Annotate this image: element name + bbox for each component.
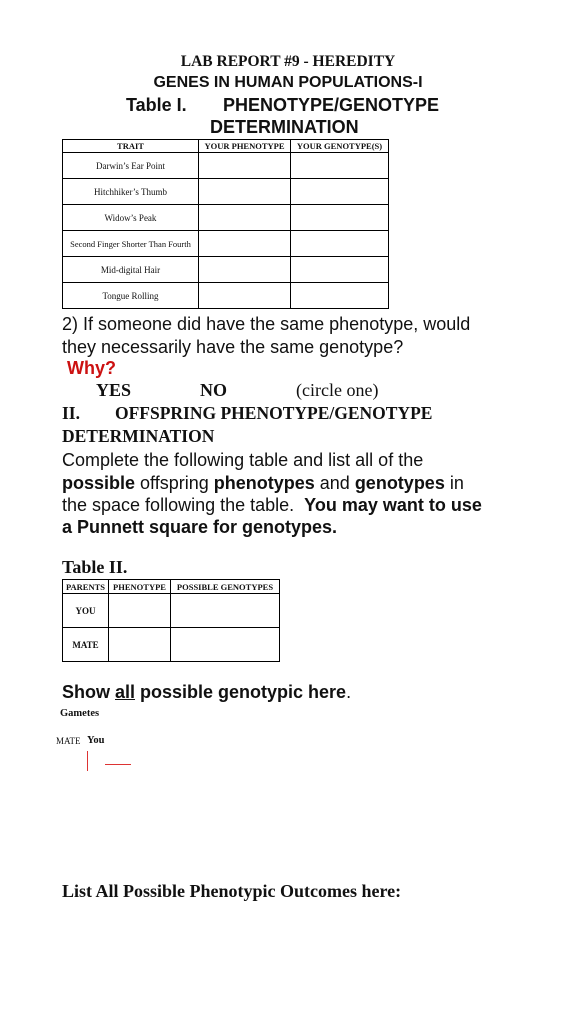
phenotype-cell[interactable] [199, 257, 291, 283]
circle-one-hint: (circle one) [296, 380, 379, 400]
genotype-cell[interactable] [291, 231, 389, 257]
answer-yes[interactable]: YES [96, 380, 132, 400]
gametes-label: Gametes [60, 708, 100, 719]
trait-cell: Hitchhiker’s Thumb [63, 179, 199, 205]
table-row [63, 179, 389, 205]
genotypes-emph: genotypes [354, 473, 445, 493]
genotype-cell[interactable] [291, 283, 389, 309]
all-emph: all [115, 682, 136, 702]
question-2-line2: they necessarily have the same genotype? [62, 337, 404, 357]
answer-no[interactable]: NO [200, 380, 227, 400]
genotypes-cell[interactable] [171, 628, 280, 662]
col-genotypes-header: POSSIBLE GENOTYPES [171, 580, 280, 594]
table-row [63, 628, 280, 662]
mate-label: MATE [56, 736, 81, 746]
table-row [63, 283, 389, 309]
phenotype-cell[interactable] [109, 594, 171, 628]
trait-cell: Second Finger Shorter Than Fourth [63, 231, 199, 257]
possible-emph: possible [62, 473, 136, 493]
phenotype-cell[interactable] [199, 231, 291, 257]
question-2-line1: 2) If someone did have the same phenotype, would [62, 314, 471, 334]
genotype-cell[interactable] [291, 205, 389, 231]
col-phenotype-header: YOUR PHENOTYPE [199, 140, 291, 153]
col-phenotype-header: PHENOTYPE [109, 580, 171, 594]
parent-cell-you: YOU [63, 594, 109, 628]
table2-label: Table II. [62, 557, 128, 577]
instructions-line1: Complete the following table and list all of the [62, 450, 424, 470]
genotypes-cell[interactable] [171, 594, 280, 628]
section-2-numeral: II. [62, 403, 80, 423]
instructions-line2: possible offspring phenotypes and genotypes in [62, 473, 464, 493]
phenotype-cell[interactable] [199, 283, 291, 309]
table-row [63, 153, 389, 179]
punnett-hint: You may want to use [304, 495, 482, 515]
col-parents-header: PARENTS [63, 580, 109, 594]
section-2-title-cont: DETERMINATION [62, 426, 215, 446]
phenotype-genotype-table [62, 139, 389, 309]
why-prompt: Why? [67, 358, 116, 378]
list-outcomes-prompt: List All Possible Phenotypic Outcomes here: [62, 881, 402, 901]
offspring-table [62, 579, 280, 662]
parent-cell-mate: MATE [63, 628, 109, 662]
genotype-cell[interactable] [291, 179, 389, 205]
report-subtitle: GENES IN HUMAN POPULATIONS-I [153, 74, 423, 91]
phenotype-cell[interactable] [199, 205, 291, 231]
col-genotype-header: YOUR GENOTYPE(S) [291, 140, 389, 153]
phenotype-cell[interactable] [199, 153, 291, 179]
genotype-cell[interactable] [291, 257, 389, 283]
instructions-line4: a Punnett square for genotypes. [62, 517, 338, 537]
punnett-horizontal-line [105, 764, 131, 765]
table-row [63, 257, 389, 283]
phenotype-cell[interactable] [109, 628, 171, 662]
report-title: LAB REPORT #9 - HEREDITY [180, 53, 396, 70]
trait-cell: Darwin’s Ear Point [63, 153, 199, 179]
trait-cell: Mid-digital Hair [63, 257, 199, 283]
you-label: You [87, 735, 105, 746]
instructions-line3: the space following the table. You may want to use [62, 495, 482, 515]
trait-cell: Widow’s Peak [63, 205, 199, 231]
trait-cell: Tongue Rolling [63, 283, 199, 309]
table1-title: PHENOTYPE/GENOTYPE [223, 95, 440, 115]
table-row [63, 231, 389, 257]
show-genotypes-prompt: Show all possible genotypic here. [62, 682, 352, 702]
phenotype-cell[interactable] [199, 179, 291, 205]
table-row [63, 205, 389, 231]
table1-title-cont: DETERMINATION [210, 117, 359, 137]
phenotypes-emph: phenotypes [213, 473, 315, 493]
col-trait-header: TRAIT [63, 140, 199, 153]
genotype-cell[interactable] [291, 153, 389, 179]
punnett-vertical-line [87, 751, 88, 771]
table-row [63, 594, 280, 628]
table1-label: Table I. [126, 95, 187, 115]
section-2-title: OFFSPRING PHENOTYPE/GENOTYPE [115, 403, 433, 423]
